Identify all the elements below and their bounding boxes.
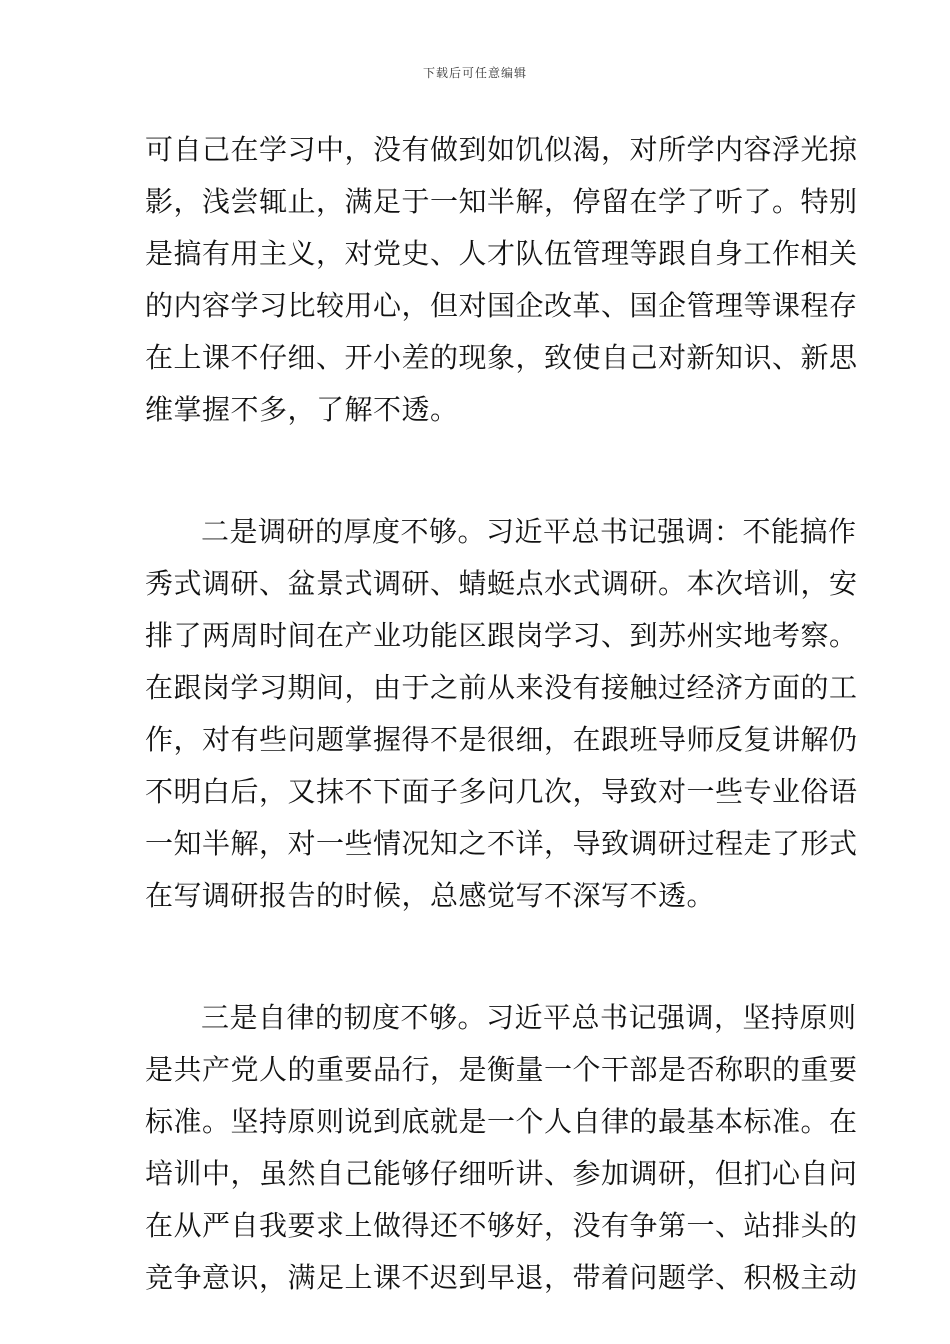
text-line: 作，对有些问题掌握得不是很细，在跟班导师反复讲解仍 [145,723,858,756]
text-line: 是共产党人的重要品行，是衡量一个干部是否称职的重要 [145,1053,858,1086]
text-line: 一知半解，对一些情况知之不详，导致调研过程走了形式 [145,827,858,860]
text-line: 不明白后，又抹不下面子多问几次，导致对一些专业俗语 [145,775,858,808]
paragraph-gap [145,436,805,506]
text-line: 是搞有用主义，对党史、人才队伍管理等跟自身工作相关 [145,237,858,270]
text-line: 三是自律的韧度不够。习近平总书记强调，坚持原则 [201,1001,857,1034]
text-line: 影，浅尝辄止，满足于一知半解，停留在学了听了。特别 [145,185,858,218]
text-line: 维掌握不多，了解不透。 [145,393,459,426]
paragraph-gap [145,922,805,992]
text-line: 在上课不仔细、开小差的现象，致使自己对新知识、新思 [145,341,858,374]
text-line: 秀式调研、盆景式调研、蜻蜓点水式调研。本次培训，安 [145,567,858,600]
text-line: 二是调研的厚度不够。习近平总书记强调：不能搞作 [201,515,857,548]
text-line: 在从严自我要求上做得还不够好，没有争第一、站排头的 [145,1209,858,1242]
text-line: 标准。坚持原则说到底就是一个人自律的最基本标准。在 [145,1105,858,1138]
paragraph-3 [145,992,858,1304]
text-line: 可自己在学习中，没有做到如饥似渴，对所学内容浮光掠 [145,133,858,166]
text-line: 的内容学习比较用心，但对国企改革、国企管理等课程存 [145,289,858,322]
text-line: 竞争意识，满足上课不迟到早退，带着问题学、积极主动 [145,1261,858,1294]
page-header: 下载后可任意编辑 [422,66,527,80]
paragraph-2 [145,506,858,922]
text-line: 排了两周时间在产业功能区跟岗学习、到苏州实地考察。 [145,619,858,652]
text-line: 培训中，虽然自己能够仔细听讲、参加调研，但扪心自问 [145,1157,858,1190]
document-body [145,124,858,1304]
text-line: 在跟岗学习期间，由于之前从来没有接触过经济方面的工 [145,671,858,704]
text-line: 在写调研报告的时候，总感觉写不深写不透。 [145,879,716,912]
paragraph-1 [145,124,858,436]
